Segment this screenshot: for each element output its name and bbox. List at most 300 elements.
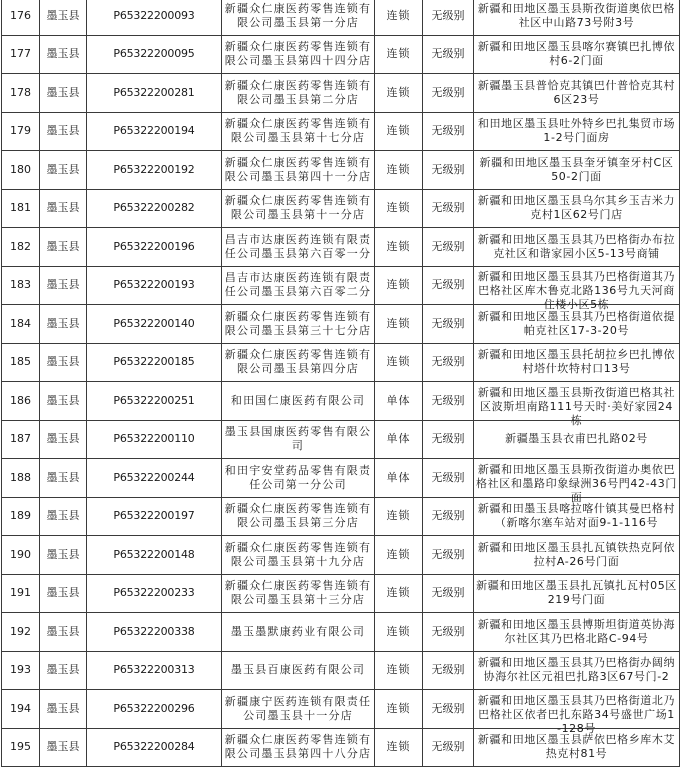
license-code-cell-text: P65322200148: [113, 547, 195, 561]
row-number: [2, 0, 40, 35]
business-type-cell-text: 单体: [386, 432, 411, 446]
county-cell: [40, 536, 87, 575]
company-name-cell-text: 新疆众仁康医药零售连锁有限公司墨玉县第三十七分店: [224, 309, 372, 337]
county-cell-text: 墨玉县: [46, 239, 80, 253]
company-name-cell-text: 新疆众仁康医药零售连锁有限公司墨玉县第十三分店: [224, 579, 372, 607]
company-name-cell-text: 昌吉市达康医药连锁有限责任公司墨玉县第六百零一分: [224, 232, 372, 260]
license-code-cell: [87, 613, 222, 652]
company-name-cell-text: 昌吉市达康医药连锁有限责任公司墨玉县第六百零二分: [224, 271, 372, 299]
row-number-text: 180: [10, 162, 31, 176]
row-number-text: 179: [10, 124, 31, 138]
row-number-text: 177: [10, 47, 31, 61]
grade-level-cell: [423, 266, 474, 305]
county-cell-text: 墨玉县: [46, 278, 80, 292]
address-cell-text: 新疆和田墨玉县喀拉喀什镇其曼巴格村（新喀尔塞车站对面9-1-116号: [477, 502, 676, 530]
company-name-cell: [222, 151, 375, 190]
address-cell-text: 新疆和田地区墨玉县斯孜街道办奥依巴格社区和墨路印象绿洲36号門42-43门面: [476, 462, 677, 504]
county-cell-text: 墨玉县: [46, 470, 80, 484]
license-code-cell: [87, 497, 222, 536]
business-type-cell-text: 连锁: [386, 663, 411, 677]
address-cell-text: 新疆和田地区墨玉县博斯坦街道英协海尔社区其乃巴格北路C-94号: [477, 617, 676, 645]
grade-level-cell: [423, 74, 474, 113]
table-row: [2, 151, 680, 190]
county-cell-text: 墨玉县: [46, 85, 80, 99]
business-type-cell: [375, 574, 423, 613]
license-code-cell: [87, 112, 222, 151]
table-row: [2, 189, 680, 228]
row-number-text: 185: [10, 355, 31, 369]
license-code-cell-text: P65322200185: [113, 355, 195, 369]
row-number-text: 192: [10, 624, 31, 638]
company-name-cell-text: 新疆康宁医药连锁有限责任公司墨玉县十一分店: [224, 694, 372, 722]
company-name-cell: [222, 497, 375, 536]
company-name-cell: [222, 536, 375, 575]
grade-level-cell: [423, 536, 474, 575]
license-code-cell-text: P65322200196: [113, 239, 195, 253]
county-cell: [40, 266, 87, 305]
business-type-cell-text: 连锁: [386, 509, 411, 523]
address-cell: [474, 613, 680, 652]
grade-level-cell-text: 无级别: [431, 393, 465, 407]
grade-level-cell: [423, 690, 474, 729]
company-name-cell-text: 新疆众仁康医药零售连锁有限公司墨玉县第四十八分店: [224, 733, 372, 761]
address-cell: [474, 266, 680, 312]
grade-level-cell: [423, 228, 474, 267]
company-name-cell: [222, 228, 375, 267]
row-number: [2, 343, 40, 382]
company-name-cell-text: 新疆众仁康医药零售连锁有限公司墨玉县第四分店: [224, 348, 372, 376]
row-number: [2, 497, 40, 536]
table-row: [2, 112, 680, 151]
company-name-cell-text: 墨玉县国康医药零售有限公司: [224, 425, 372, 453]
license-code-cell-text: P65322200095: [113, 47, 195, 61]
address-cell: [474, 305, 680, 344]
row-number: [2, 35, 40, 74]
address-cell: [474, 459, 680, 504]
grade-level-cell: [423, 35, 474, 74]
address-cell: [474, 151, 680, 190]
address-cell: [474, 536, 680, 575]
row-number-text: 181: [10, 201, 31, 215]
county-cell-text: 墨玉县: [46, 509, 80, 523]
license-code-cell-text: P65322200093: [113, 8, 195, 22]
company-name-cell: [222, 382, 375, 421]
row-number: [2, 382, 40, 421]
county-cell-text: 墨玉县: [46, 624, 80, 638]
row-number-text: 193: [10, 663, 31, 677]
business-type-cell-text: 连锁: [386, 355, 411, 369]
business-type-cell: [375, 728, 423, 767]
county-cell: [40, 305, 87, 344]
grade-level-cell-text: 无级别: [431, 8, 465, 22]
grade-level-cell-text: 无级别: [431, 547, 465, 561]
company-name-cell-text: 墨玉墨默康药业有限公司: [230, 624, 366, 638]
table-row: [2, 0, 680, 35]
row-number-text: 183: [10, 278, 31, 292]
grade-level-cell: [423, 343, 474, 382]
grade-level-cell-text: 无级别: [431, 509, 465, 523]
row-number-text: 188: [10, 470, 31, 484]
license-code-cell: [87, 651, 222, 690]
business-type-cell: [375, 228, 423, 267]
county-cell: [40, 228, 87, 267]
county-cell-text: 墨玉县: [46, 432, 80, 446]
row-number: [2, 536, 40, 575]
business-type-cell: [375, 343, 423, 382]
business-type-cell-text: 连锁: [386, 162, 411, 176]
address-cell-text: 新疆和田地区墨玉县其乃巴格街道北乃巴格社区依者巴扎东路34号盛世广场1-128号: [477, 693, 676, 735]
address-cell-text: 新疆和田地区墨玉县其乃巴格街道依提帕克社区17-3-20号: [477, 309, 676, 337]
county-cell-text: 墨玉县: [46, 8, 80, 22]
business-type-cell-text: 连锁: [386, 316, 411, 330]
grade-level-cell-text: 无级别: [431, 432, 465, 446]
business-type-cell: [375, 151, 423, 190]
company-name-cell-text: 新疆众仁康医药零售连锁有限公司墨玉县第十一分店: [224, 194, 372, 222]
grade-level-cell: [423, 420, 474, 459]
license-code-cell-text: P65322200251: [113, 393, 195, 407]
grade-level-cell-text: 无级别: [431, 624, 465, 638]
license-code-cell: [87, 420, 222, 459]
license-code-cell: [87, 459, 222, 498]
business-type-cell-text: 单体: [386, 470, 411, 484]
grade-level-cell: [423, 497, 474, 536]
county-cell-text: 墨玉县: [46, 316, 80, 330]
row-number: [2, 420, 40, 459]
company-name-cell-text: 新疆众仁康医药零售连锁有限公司墨玉县第十七分店: [224, 117, 372, 145]
grade-level-cell: [423, 0, 474, 35]
county-cell: [40, 651, 87, 690]
row-number-text: 176: [10, 8, 31, 22]
address-cell: [474, 382, 680, 427]
county-cell-text: 墨玉县: [46, 663, 80, 677]
address-cell-text: 新疆和田地区墨玉县扎瓦镇扎瓦村05区219号门面: [476, 579, 677, 607]
county-cell: [40, 459, 87, 498]
address-cell-text: 新疆和田地区墨玉县乌尔其乡玉吉米力克村1区62号门店: [477, 194, 676, 222]
row-number-text: 184: [10, 316, 31, 330]
grade-level-cell-text: 无级别: [431, 201, 465, 215]
license-code-cell: [87, 574, 222, 613]
table-row: [2, 382, 680, 421]
address-cell-text: 新疆和田地区墨玉县斯孜街道巴格其社区波斯坦南路111号天时·美好家园24栋: [477, 385, 676, 427]
license-code-cell-text: P65322200193: [113, 278, 195, 292]
county-cell-text: 墨玉县: [46, 162, 80, 176]
table-row: [2, 459, 680, 498]
grade-level-cell-text: 无级别: [431, 586, 465, 600]
business-type-cell: [375, 536, 423, 575]
business-type-cell: [375, 189, 423, 228]
grade-level-cell: [423, 151, 474, 190]
row-number-text: 178: [10, 85, 31, 99]
address-cell-text: 新疆和田地区墨玉县其乃巴格街办布拉克社区和谐家园小区5-13号商铺: [477, 232, 676, 260]
county-cell: [40, 420, 87, 459]
company-name-cell: [222, 266, 375, 305]
county-cell: [40, 728, 87, 767]
address-cell: [474, 112, 680, 151]
business-type-cell: [375, 112, 423, 151]
business-type-cell: [375, 0, 423, 35]
table-row: [2, 690, 680, 729]
business-type-cell: [375, 459, 423, 498]
grade-level-cell-text: 无级别: [431, 701, 465, 715]
company-name-cell-text: 新疆众仁康医药零售连锁有限公司墨玉县第一分店: [224, 1, 372, 29]
business-type-cell: [375, 690, 423, 729]
grade-level-cell-text: 无级别: [431, 316, 465, 330]
row-number-text: 189: [10, 509, 31, 523]
company-name-cell: [222, 459, 375, 498]
license-code-cell-text: P65322200313: [113, 663, 195, 677]
address-cell-text: 新疆和田地区墨玉县喀尔赛镇巴扎博依村6-2门面: [477, 40, 676, 68]
row-number: [2, 613, 40, 652]
table-row: [2, 266, 680, 305]
company-name-cell: [222, 651, 375, 690]
company-name-cell: [222, 189, 375, 228]
row-number: [2, 305, 40, 344]
county-cell: [40, 497, 87, 536]
address-cell: [474, 228, 680, 267]
address-cell-text: 新疆墨玉县衣甫巴扎路02号: [505, 432, 648, 446]
company-name-cell-text: 新疆众仁康医药零售连锁有限公司墨玉县第四十四分店: [224, 40, 372, 68]
county-cell: [40, 189, 87, 228]
license-code-cell-text: P65322200284: [113, 740, 195, 754]
business-type-cell-text: 连锁: [386, 201, 411, 215]
license-code-cell: [87, 536, 222, 575]
license-code-cell: [87, 228, 222, 267]
row-number-text: 182: [10, 239, 31, 253]
grade-level-cell-text: 无级别: [431, 663, 465, 677]
company-name-cell: [222, 574, 375, 613]
business-type-cell-text: 连锁: [386, 701, 411, 715]
address-cell-text: 新疆和田地区墨玉县其乃巴格街办阔纳协海尔社区元祖巴扎路3区67号门-2: [477, 656, 676, 684]
county-cell-text: 墨玉县: [46, 740, 80, 754]
grade-level-cell-text: 无级别: [431, 278, 465, 292]
license-code-cell: [87, 151, 222, 190]
address-cell-text: 新疆和田地区墨玉县奎牙镇奎牙村C区50-2门面: [479, 155, 674, 183]
company-name-cell: [222, 305, 375, 344]
county-cell-text: 墨玉县: [46, 701, 80, 715]
table-row: [2, 574, 680, 613]
company-name-cell-text: 新疆众仁康医药零售连锁有限公司墨玉县第二分店: [224, 78, 372, 106]
company-name-cell-text: 新疆众仁康医药零售连锁有限公司墨玉县第十九分店: [224, 540, 372, 568]
grade-level-cell-text: 无级别: [431, 85, 465, 99]
license-code-cell-text: P65322200244: [113, 470, 195, 484]
row-number: [2, 266, 40, 305]
address-cell-text: 新疆和田地区墨玉县斯孜街道奥依巴格社区中山路73号附3号: [477, 1, 676, 29]
county-cell-text: 墨玉县: [46, 47, 80, 61]
county-cell-text: 墨玉县: [46, 393, 80, 407]
address-cell: [474, 343, 680, 382]
company-name-cell: [222, 35, 375, 74]
county-cell: [40, 343, 87, 382]
row-number-text: 186: [10, 393, 31, 407]
license-code-cell-text: P65322200281: [113, 85, 195, 99]
address-cell-text: 新疆墨玉县普恰克其镇巴什普恰克其村6区23号: [477, 78, 676, 106]
table-row: [2, 343, 680, 382]
business-type-cell-text: 连锁: [386, 586, 411, 600]
license-code-cell: [87, 305, 222, 344]
company-name-cell-text: 新疆众仁康医药零售连锁有限公司墨玉县第三分店: [224, 502, 372, 530]
county-cell: [40, 382, 87, 421]
table-body: [2, 0, 680, 767]
county-cell: [40, 74, 87, 113]
address-cell: [474, 35, 680, 74]
county-cell-text: 墨玉县: [46, 201, 80, 215]
license-code-cell: [87, 343, 222, 382]
license-code-cell-text: P65322200140: [113, 316, 195, 330]
business-type-cell: [375, 651, 423, 690]
county-cell-text: 墨玉县: [46, 355, 80, 369]
table-row: [2, 228, 680, 267]
county-cell: [40, 112, 87, 151]
county-cell: [40, 613, 87, 652]
license-code-cell: [87, 690, 222, 729]
company-name-cell: [222, 420, 375, 459]
address-cell: [474, 574, 680, 613]
row-number: [2, 151, 40, 190]
row-number: [2, 189, 40, 228]
grade-level-cell-text: 无级别: [431, 162, 465, 176]
row-number: [2, 459, 40, 498]
company-name-cell: [222, 343, 375, 382]
pharmacy-registry-table: [1, 0, 680, 767]
grade-level-cell: [423, 651, 474, 690]
address-cell: [474, 0, 680, 35]
row-number: [2, 228, 40, 267]
table-row: [2, 728, 680, 767]
grade-level-cell: [423, 305, 474, 344]
row-number: [2, 112, 40, 151]
license-code-cell-text: P65322200110: [113, 432, 195, 446]
address-cell-text: 新疆和田地区墨玉县托胡拉乡巴扎博依村塔什坎特村口13号: [477, 348, 676, 376]
address-cell: [474, 189, 680, 228]
county-cell: [40, 35, 87, 74]
table-row: [2, 74, 680, 113]
license-code-cell: [87, 266, 222, 305]
company-name-cell: [222, 728, 375, 767]
county-cell-text: 墨玉县: [46, 586, 80, 600]
table-row: [2, 305, 680, 344]
table-row: [2, 536, 680, 575]
address-cell: [474, 690, 680, 735]
table-row: [2, 497, 680, 536]
business-type-cell: [375, 35, 423, 74]
business-type-cell-text: 连锁: [386, 239, 411, 253]
business-type-cell: [375, 305, 423, 344]
county-cell: [40, 0, 87, 35]
grade-level-cell: [423, 574, 474, 613]
grade-level-cell: [423, 189, 474, 228]
table-row: [2, 35, 680, 74]
grade-level-cell-text: 无级别: [431, 355, 465, 369]
business-type-cell-text: 连锁: [386, 124, 411, 138]
table-row: [2, 613, 680, 652]
business-type-cell: [375, 74, 423, 113]
address-cell-text: 新疆和田地区墨玉县扎瓦镇铁热克阿依拉村A-26号门面: [477, 540, 676, 568]
license-code-cell: [87, 74, 222, 113]
address-cell-text: 新疆和田地区墨玉县其乃巴格街道其乃巴格社区库木鲁克北路136号九天河商住楼小区5栋: [477, 270, 676, 312]
row-number-text: 190: [10, 547, 31, 561]
business-type-cell: [375, 613, 423, 652]
grade-level-cell: [423, 382, 474, 421]
county-cell: [40, 690, 87, 729]
address-cell: [474, 728, 680, 767]
company-name-cell-text: 墨玉县百康医药有限公司: [230, 663, 366, 677]
row-number-text: 195: [10, 740, 31, 754]
company-name-cell: [222, 613, 375, 652]
license-code-cell-text: P65322200296: [113, 701, 195, 715]
county-cell-text: 墨玉县: [46, 124, 80, 138]
license-code-cell: [87, 382, 222, 421]
business-type-cell-text: 连锁: [386, 547, 411, 561]
license-code-cell-text: P65322200192: [113, 162, 195, 176]
business-type-cell-text: 连锁: [386, 85, 411, 99]
business-type-cell: [375, 497, 423, 536]
row-number: [2, 690, 40, 729]
address-cell: [474, 497, 680, 536]
row-number: [2, 728, 40, 767]
grade-level-cell-text: 无级别: [431, 239, 465, 253]
license-code-cell-text: P65322200338: [113, 624, 195, 638]
row-number: [2, 574, 40, 613]
address-cell: [474, 74, 680, 113]
grade-level-cell-text: 无级别: [431, 124, 465, 138]
row-number: [2, 74, 40, 113]
business-type-cell-text: 连锁: [386, 8, 411, 22]
business-type-cell-text: 连锁: [386, 278, 411, 292]
county-cell-text: 墨玉县: [46, 547, 80, 561]
business-type-cell-text: 单体: [386, 393, 411, 407]
license-code-cell-text: P65322200197: [113, 509, 195, 523]
license-code-cell-text: P65322200233: [113, 586, 195, 600]
county-cell: [40, 574, 87, 613]
business-type-cell: [375, 266, 423, 305]
business-type-cell-text: 连锁: [386, 47, 411, 61]
company-name-cell: [222, 74, 375, 113]
license-code-cell: [87, 189, 222, 228]
grade-level-cell-text: 无级别: [431, 47, 465, 61]
license-code-cell-text: P65322200194: [113, 124, 195, 138]
company-name-cell: [222, 0, 375, 35]
county-cell: [40, 151, 87, 190]
grade-level-cell-text: 无级别: [431, 740, 465, 754]
license-code-cell: [87, 728, 222, 767]
address-cell: [474, 651, 680, 690]
business-type-cell-text: 连锁: [386, 624, 411, 638]
row-number-text: 191: [10, 586, 31, 600]
address-cell-text: 和田地区墨玉县吐外特乡巴扎集贸市场1-2号门面房: [477, 117, 676, 145]
table-row: [2, 651, 680, 690]
license-code-cell-text: P65322200282: [113, 201, 195, 215]
business-type-cell-text: 连锁: [386, 740, 411, 754]
grade-level-cell: [423, 728, 474, 767]
grade-level-cell-text: 无级别: [431, 470, 465, 484]
grade-level-cell: [423, 459, 474, 498]
company-name-cell-text: 和田宇安堂药品零售有限责任公司第一分公司: [224, 463, 372, 491]
grade-level-cell: [423, 613, 474, 652]
grade-level-cell: [423, 112, 474, 151]
company-name-cell: [222, 690, 375, 729]
row-number-text: 187: [10, 432, 31, 446]
license-code-cell: [87, 35, 222, 74]
business-type-cell: [375, 382, 423, 421]
row-number: [2, 651, 40, 690]
address-cell-text: 新疆和田地区墨玉县萨依巴格乡库木艾热克村81号: [477, 733, 676, 761]
row-number-text: 194: [10, 701, 31, 715]
business-type-cell: [375, 420, 423, 459]
company-name-cell: [222, 112, 375, 151]
license-code-cell: [87, 0, 222, 35]
company-name-cell-text: 和田国仁康医药有限公司: [230, 393, 366, 407]
company-name-cell-text: 新疆众仁康医药零售连锁有限公司墨玉县第四十一分店: [224, 155, 372, 183]
